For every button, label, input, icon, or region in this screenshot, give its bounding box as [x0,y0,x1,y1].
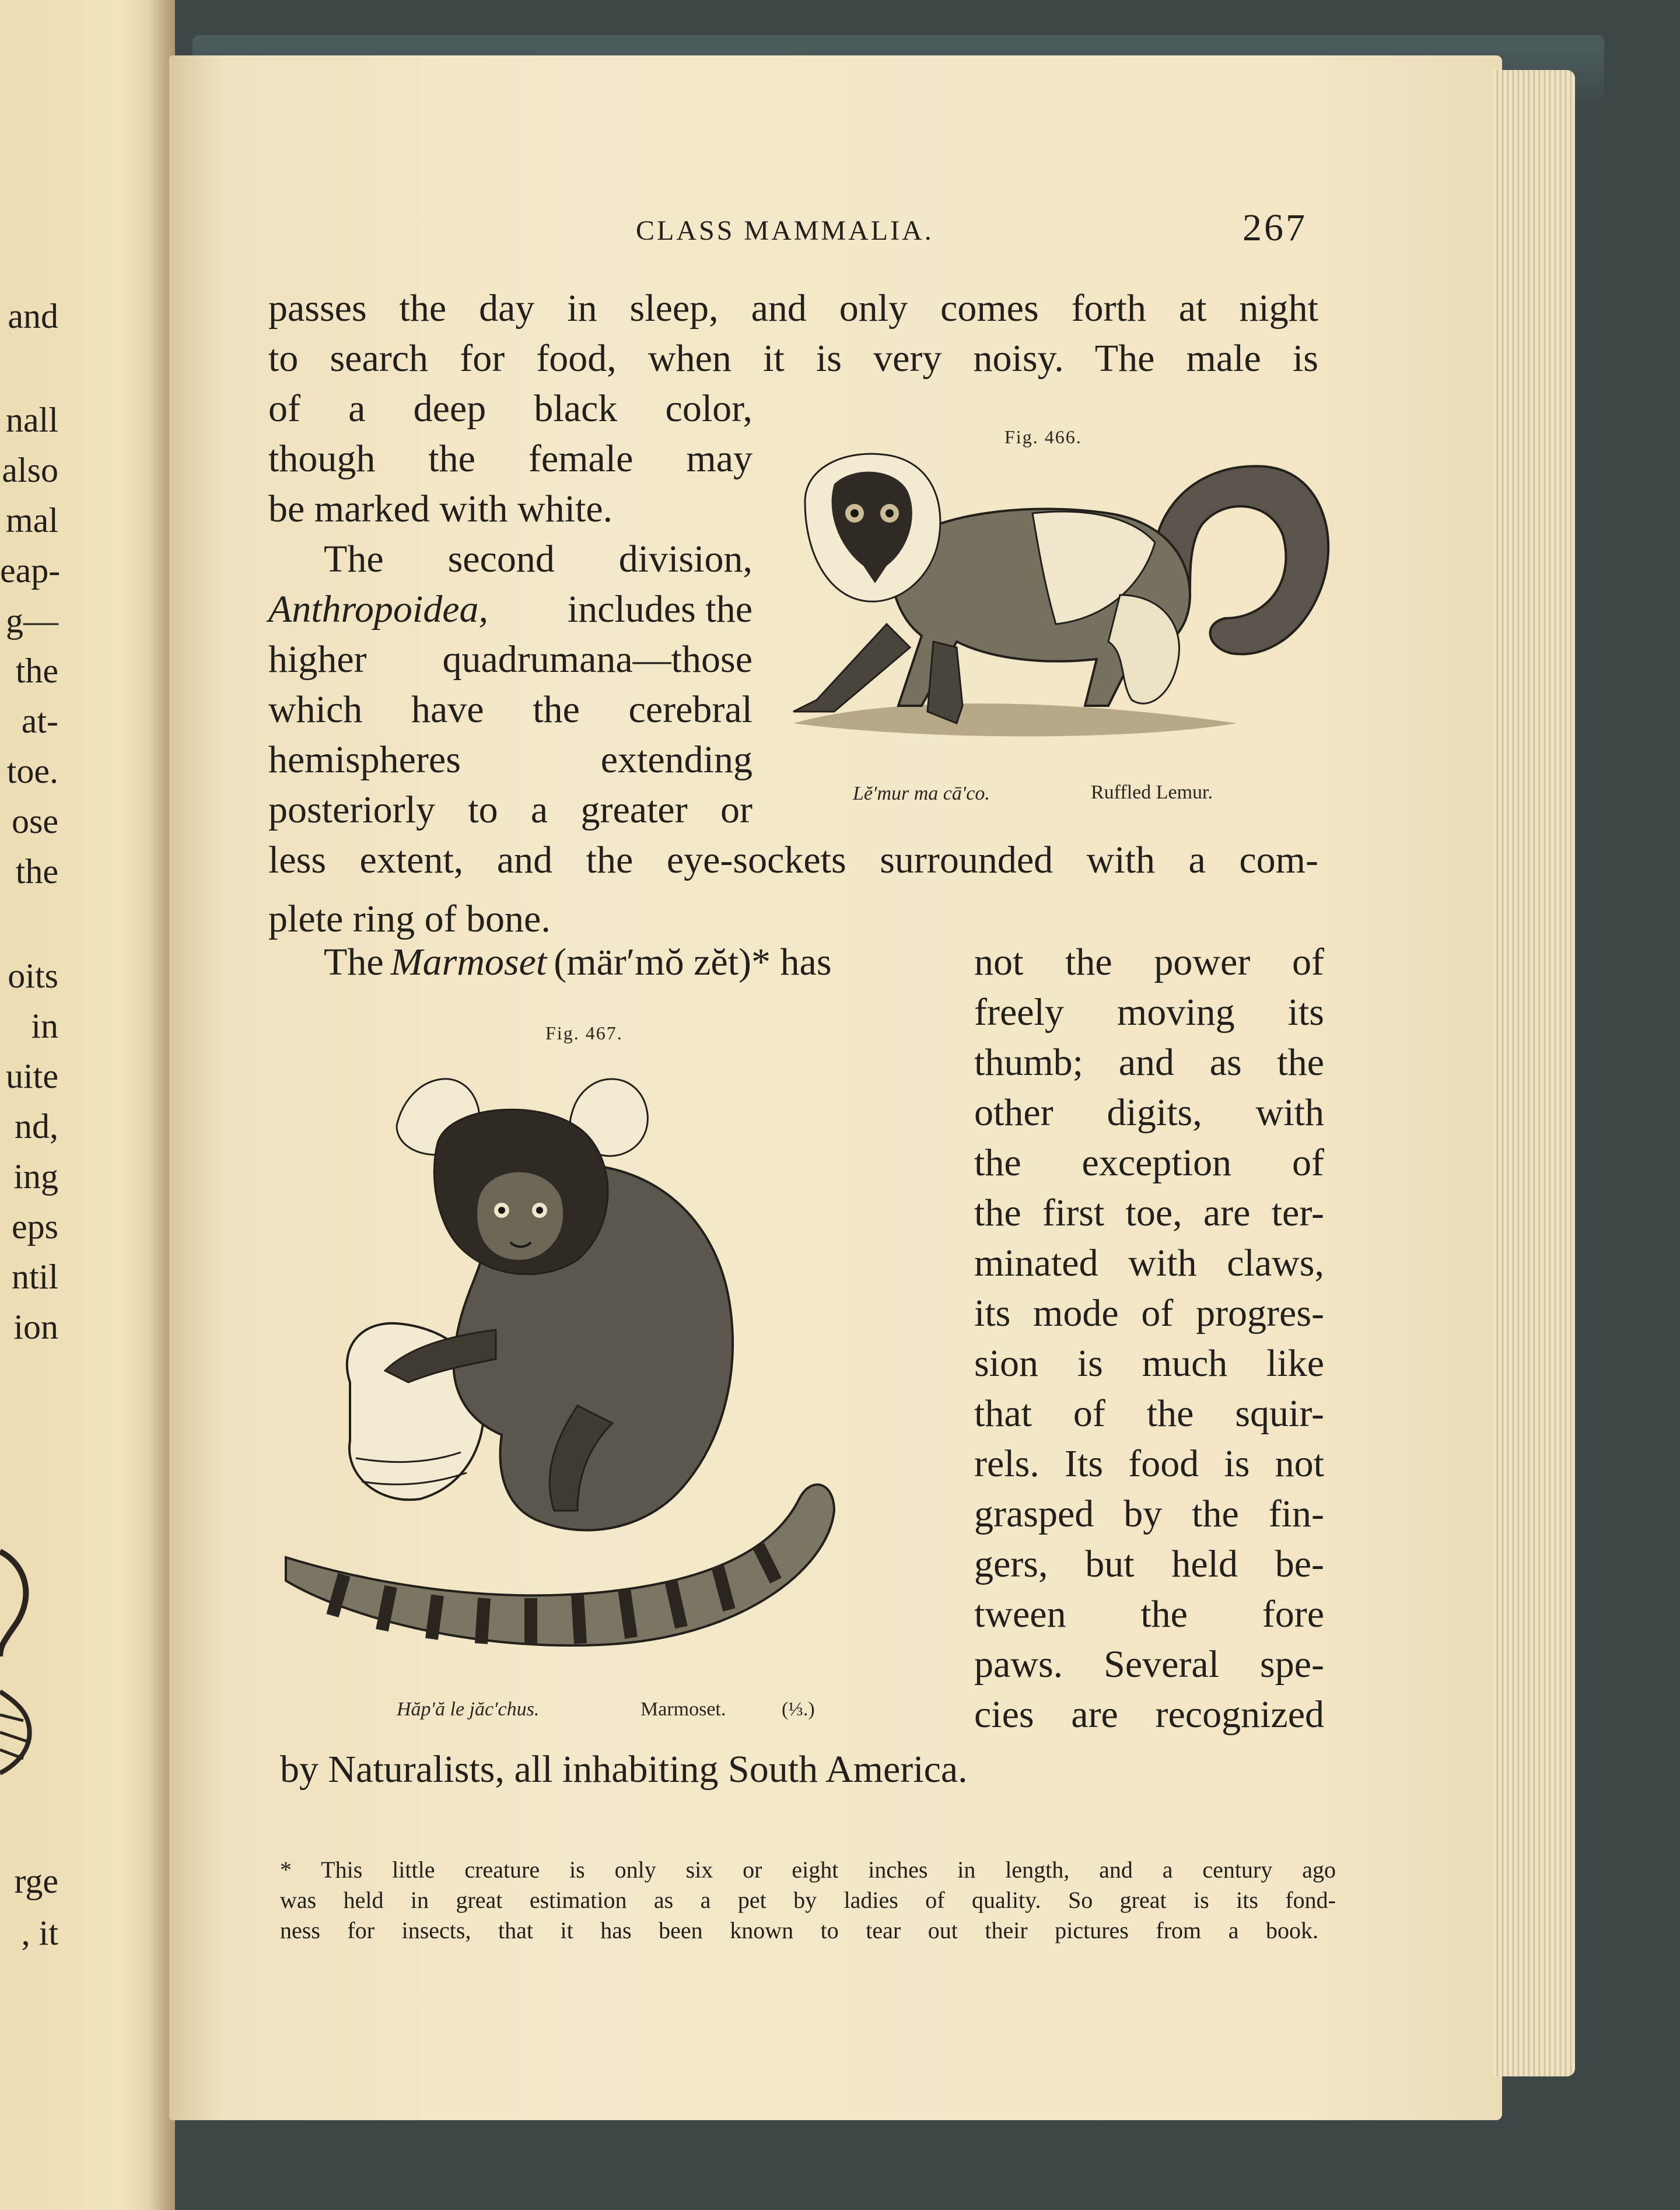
body-line: hemispheres extending [268,738,752,781]
body-line: thumb; and as the [974,1041,1324,1084]
left-page-illustration [0,1540,47,1785]
marmoset-illustration [274,1056,945,1680]
body-line: which have the cerebral [268,688,752,731]
marmoset-intro-the: The [324,941,384,983]
page-edges [1493,70,1575,2076]
figure-467-caption-scale: (⅓.) [782,1698,815,1720]
body-line: plete ring of bone. [268,898,551,940]
body-line: of a deep black color, [268,387,752,430]
body-line: grasped by the fin- [974,1493,1324,1535]
left-fragment: uite [6,1057,58,1095]
figure-467-label: Fig. 467. [545,1022,623,1043]
body-line: less extent, and the eye-sockets surrounded with a com- [268,839,1318,881]
marmoset-intro-line [324,943,954,982]
body-line: not the power of [974,941,1324,983]
left-fragment: eap- [0,551,61,590]
left-fragment: mal [6,501,58,540]
body-line: be marked with white. [268,488,613,530]
body-line: minated with claws, [974,1242,1324,1284]
figure-467-caption-latin: Hăp′ă le jăc′chus. [397,1698,540,1720]
body-line: by Naturalists, all inhabiting South America. [280,1748,968,1791]
body-line: its mode of progres- [974,1292,1324,1335]
lemur-illustration [782,449,1336,758]
left-fragment: ntil [11,1258,58,1296]
body-line: though the female may [268,437,752,480]
anthropoidea-rest: includes the [567,588,752,631]
left-fragment: nall [6,401,58,439]
body-line: sion is much like [974,1342,1324,1385]
body-line: passes the day in sleep, and only comes forth at night [268,287,1318,330]
body-line: higher quadrumana—those [268,638,752,681]
left-fragment: the [15,852,58,891]
left-fragment: oits [8,957,58,995]
left-fragment: in [31,1007,58,1045]
left-fragment: g— [6,601,58,640]
footnote-line: was held in great estimation as a pet by ladies of quality. So great is its fond- [280,1887,1336,1913]
marmoset-term: Marmoset [390,941,547,983]
left-fragment: ion [13,1308,58,1346]
anthropoidea-term: Anthropoidea, [268,588,489,631]
figure-466-caption-common: Ruffled Lemur. [1091,782,1213,803]
body-line: the exception of [974,1141,1324,1184]
body-line: paws. Several spe- [974,1643,1324,1686]
body-line: the first toe, are ter- [974,1192,1324,1234]
body-line: to search for food, when it is very noisy. The male is [268,337,1318,380]
marmoset-pronunciation: (mär′mŏ zĕt)* has [554,941,832,983]
figure-466-caption-latin: Lĕ′mur ma cā′co. [853,783,990,804]
page-number: 267 [1242,206,1307,249]
running-title: CLASS MAMMALIA. [636,215,934,246]
figure-467-caption-common: Marmoset. [640,1698,726,1720]
body-line: tween the fore [974,1593,1324,1635]
left-fragment: nd, [15,1107,58,1146]
figure-466-label: Fig. 466. [1005,426,1082,447]
left-fragment: at- [21,702,58,740]
left-fragment: , it [21,1914,58,1952]
left-fragment: and [8,297,58,335]
left-fragment: ing [13,1157,58,1196]
left-fragment: ose [12,802,58,840]
footnote-line: * This little creature is only six or eight inches in length, and a century ago [280,1857,1336,1883]
body-line: cies are recognized [974,1693,1324,1736]
body-line: other digits, with [974,1091,1324,1134]
body-line [268,590,752,629]
left-fragment: toe. [6,752,58,790]
left-fragment: the [15,652,58,690]
body-line: gers, but held be- [974,1543,1324,1585]
body-line: freely moving its [974,991,1324,1034]
body-line: that of the squir- [974,1392,1324,1435]
body-line: posteriorly to a greater or [268,789,752,831]
body-line: rels. Its food is not [974,1442,1324,1485]
left-fragment: eps [12,1207,58,1246]
footnote-line: ness for insects, that it has been known to tear out their pictures from a book. [280,1917,1318,1943]
left-fragment: also [2,451,58,489]
left-fragment: rge [14,1862,58,1900]
body-line: The second division, [324,538,752,580]
